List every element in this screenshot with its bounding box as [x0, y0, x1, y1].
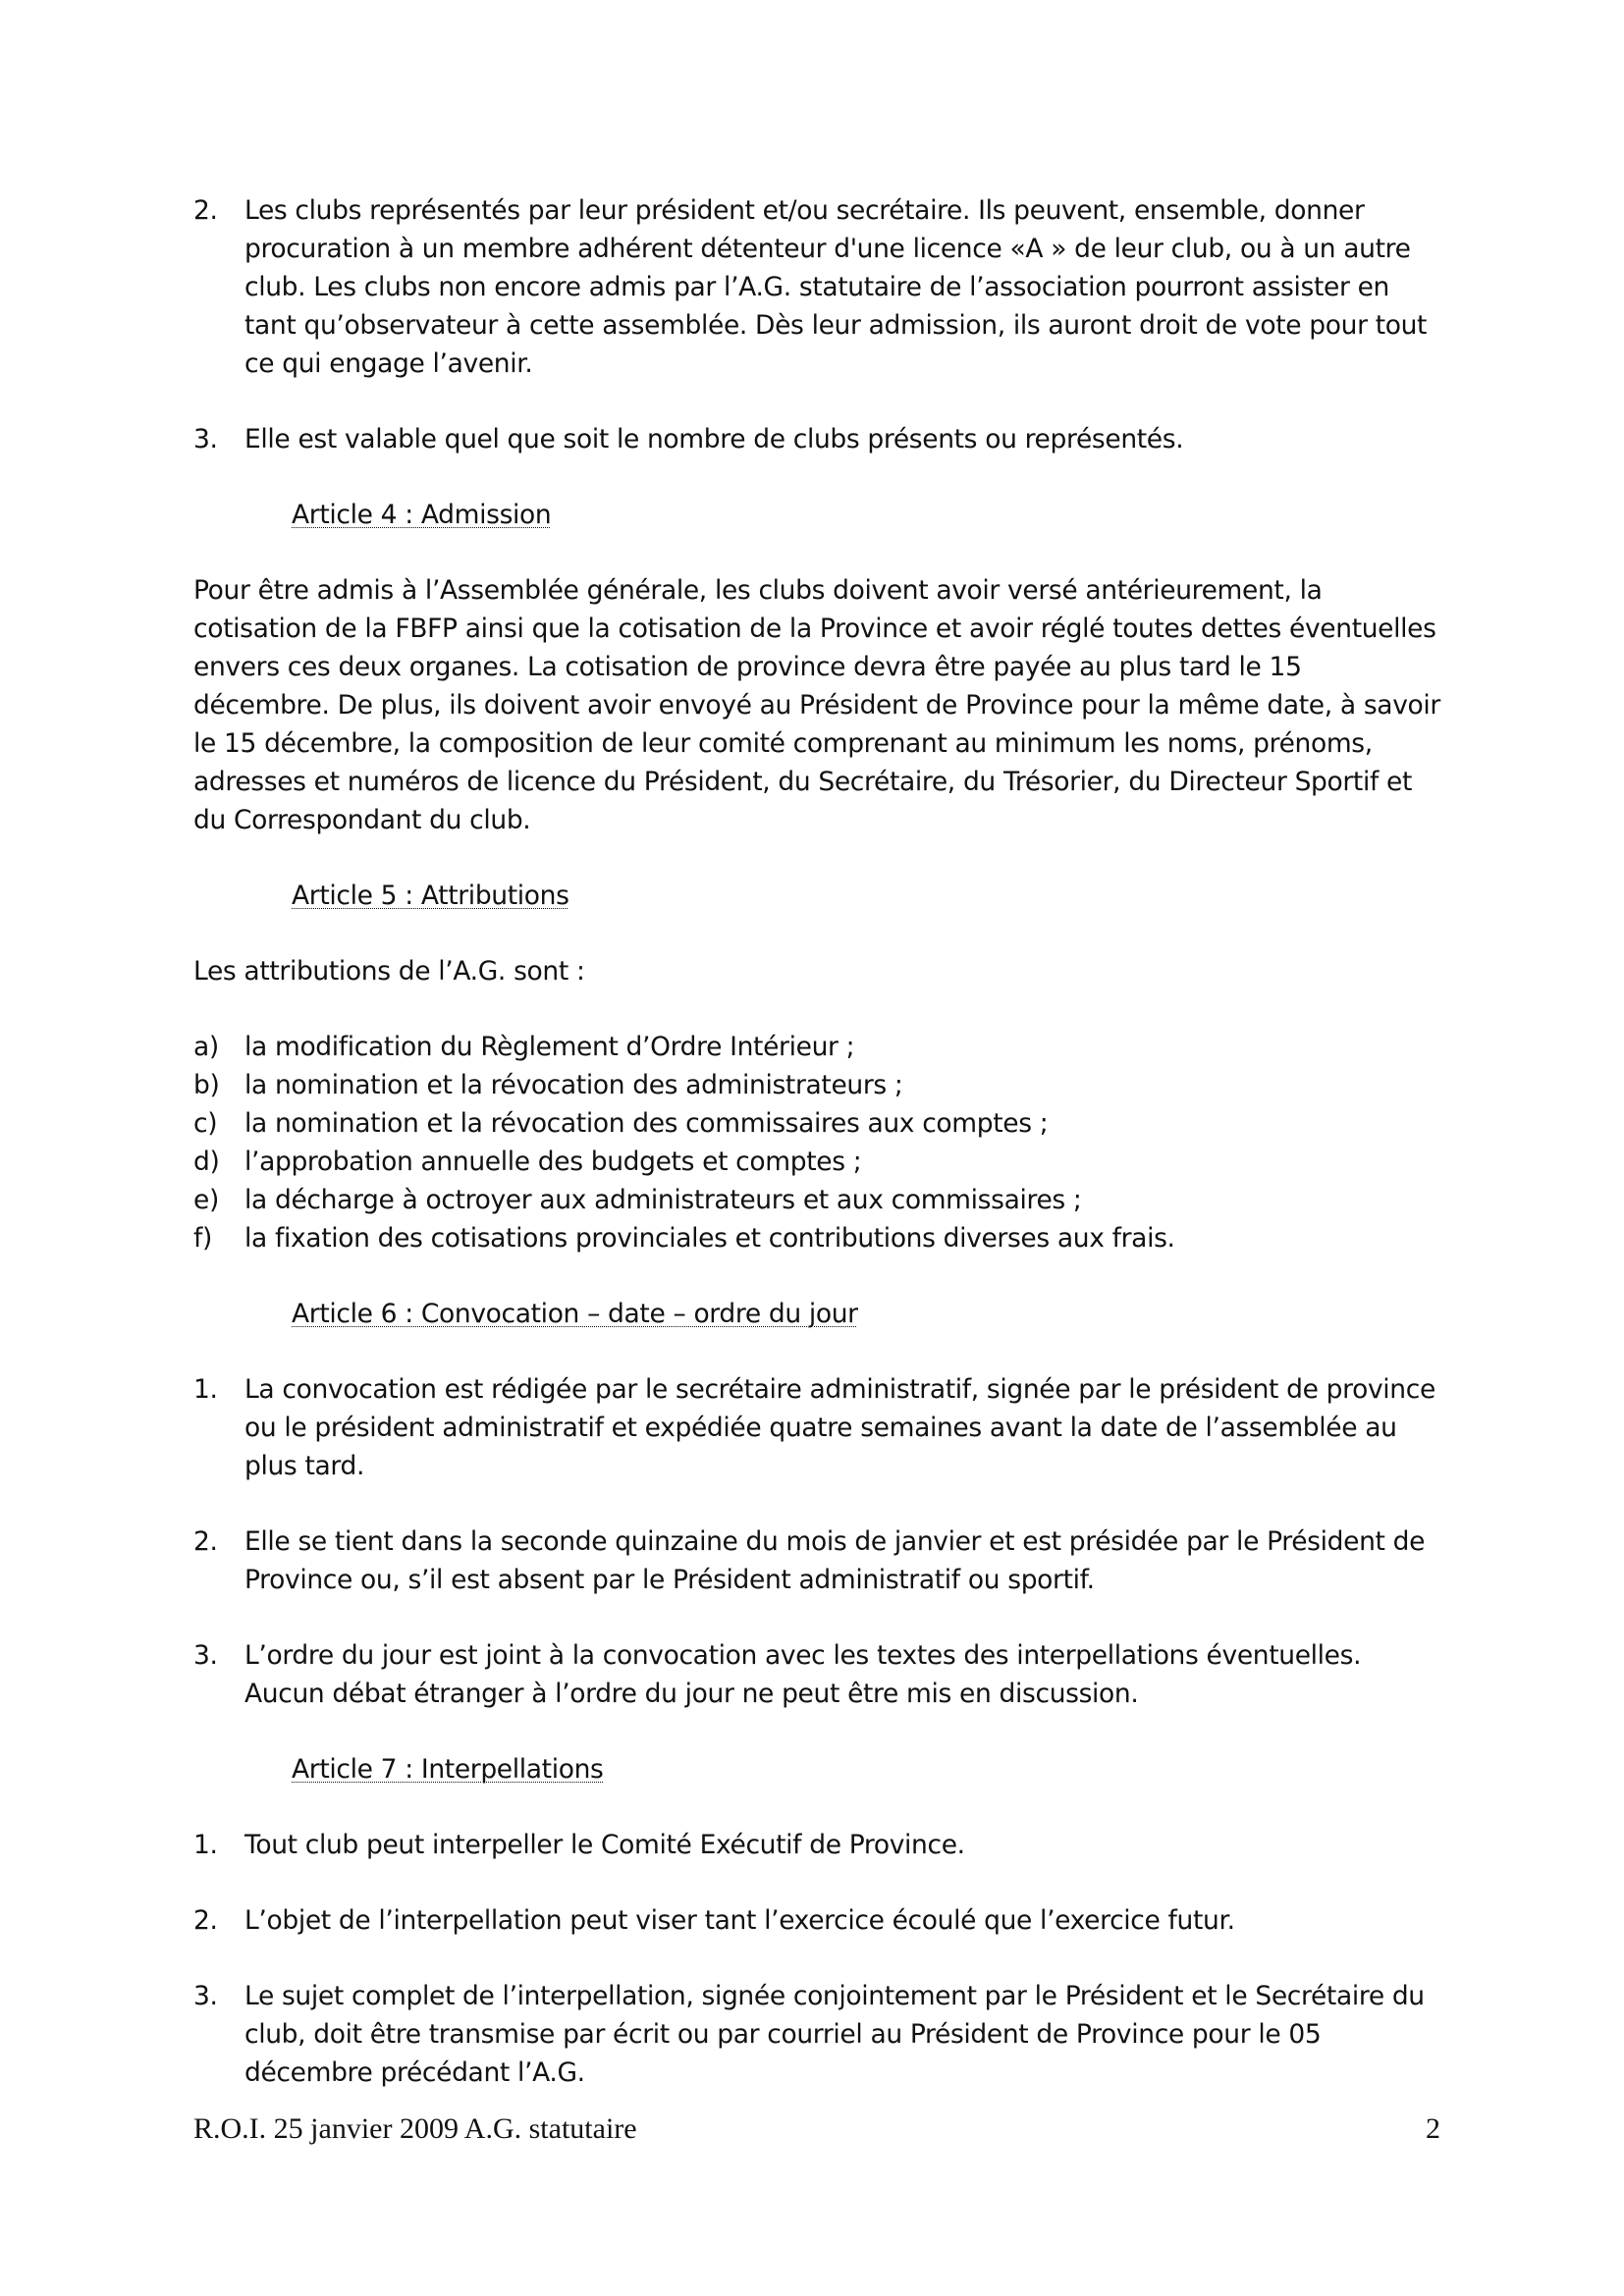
list-item — [193, 1104, 1440, 1143]
article-title: Article 5 : Attributions — [292, 881, 569, 911]
item-text: la nomination et la révocation des administrateurs ; — [244, 1070, 903, 1100]
item-letter: f) — [193, 1223, 212, 1254]
item-text: la modification du Règlement d’Ordre Intérieur ; — [244, 1032, 855, 1062]
article-title: Article 7 : Interpellations — [292, 1754, 604, 1785]
article-5-intro: Les attributions de l’A.G. sont : — [193, 956, 585, 987]
list-item — [193, 1028, 1440, 1066]
item-text: L’ordre du jour est joint à la convocation avec les textes des interpellations éventuelles. Aucun débat étranger à l’ordre du jour ne peut être mis en discussion. — [244, 1640, 1362, 1709]
page-number: 2 — [1426, 2112, 1440, 2145]
list-item — [193, 1143, 1440, 1181]
item-number: 2. — [193, 195, 218, 226]
item-letter: d) — [193, 1147, 220, 1177]
article-4-paragraph: Pour être admis à l’Assemblée générale, les clubs doivent avoir versé antérieurement, la cotisation de la FBFP ainsi que la cotisation de la Province et avoir réglé toutes dettes éventuelles envers ces deux organes. La cotisation de province devra être payée au plus tard le 15 décembre. De plus, ils doivent avoir envoyé au Président de Province pour la même date, à savoir le 15 décembre, la composition de leur comité comprenant au minimum les noms, prénoms, adresses et numéros de licence du Président, du Secrétaire, du Trésorier, du Directeur Sportif et du Correspondant du club. — [193, 575, 1440, 835]
list-item — [193, 1370, 1440, 1485]
item-text: Le sujet complet de l’interpellation, signée conjointement par le Président et le Secrétaire du club, doit être transmise par écrit ou par courriel au Président de Province pour le 05 décembre précédant l’A.G. — [244, 1981, 1425, 2088]
item-number: 3. — [193, 424, 218, 454]
article-title: Article 6 : Convocation – date – ordre du jour — [292, 1299, 858, 1329]
page-content — [193, 191, 1440, 2129]
article-7-heading — [292, 1750, 1440, 1789]
item-number: 1. — [193, 1374, 218, 1405]
item-letter: a) — [193, 1032, 219, 1062]
list-item — [193, 1826, 1440, 1864]
article-5-heading — [292, 877, 1440, 915]
item-text: L’objet de l’interpellation peut viser tant l’exercice écoulé que l’exercice futur. — [244, 1905, 1235, 1936]
item-text: la décharge à octroyer aux administrateurs et aux commissaires ; — [244, 1185, 1082, 1215]
list-item — [193, 191, 1440, 383]
item-text: Elle est valable quel que soit le nombre de clubs présents ou représentés. — [244, 424, 1184, 454]
item-text: Elle se tient dans la seconde quinzaine du mois de janvier et est présidée par le Président de Province ou, s’il est absent par le Président administratif ou sportif. — [244, 1526, 1426, 1595]
footer-document-reference: R.O.I. 25 janvier 2009 A.G. statutaire — [193, 2112, 637, 2145]
item-number: 2. — [193, 1905, 218, 1936]
list-item — [193, 1181, 1440, 1219]
item-number: 2. — [193, 1526, 218, 1557]
item-text: l’approbation annuelle des budgets et comptes ; — [244, 1147, 862, 1177]
item-number: 3. — [193, 1981, 218, 2011]
item-number: 3. — [193, 1640, 218, 1671]
item-letter: c) — [193, 1108, 218, 1139]
item-text: La convocation est rédigée par le secrétaire administratif, signée par le président de province ou le président administratif et expédiée quatre semaines avant la date de l’assemblée au plus tard. — [244, 1374, 1435, 1481]
list-item — [193, 1522, 1440, 1599]
article-6-heading — [292, 1295, 1440, 1333]
item-letter: b) — [193, 1070, 220, 1100]
list-item — [193, 1901, 1440, 1940]
item-text: Les clubs représentés par leur président et/ou secrétaire. Ils peuvent, ensemble, donner procuration à un membre adhérent détenteur d'une licence «A » de leur club, ou à un autre club. Les clubs non encore admis par l’A.G. statutaire de l’association pourront assister en tant qu’observateur à cette assemblée. Dès leur admission, ils auront droit de vote pour tout ce qui engage l’avenir. — [244, 195, 1428, 379]
item-text: Tout club peut interpeller le Comité Exécutif de Province. — [244, 1830, 965, 1860]
item-letter: e) — [193, 1185, 219, 1215]
list-item — [193, 1066, 1440, 1104]
article-4-heading — [292, 496, 1440, 534]
page-footer — [193, 2111, 1440, 2147]
item-text: la fixation des cotisations provinciales et contributions diverses aux frais. — [244, 1223, 1175, 1254]
attributions-list — [193, 1028, 1440, 1257]
list-item — [193, 420, 1440, 458]
list-item — [193, 1219, 1440, 1257]
item-number: 1. — [193, 1830, 218, 1860]
list-item — [193, 1636, 1440, 1713]
article-title: Article 4 : Admission — [292, 500, 552, 530]
list-item — [193, 1977, 1440, 2092]
item-text: la nomination et la révocation des commissaires aux comptes ; — [244, 1108, 1049, 1139]
